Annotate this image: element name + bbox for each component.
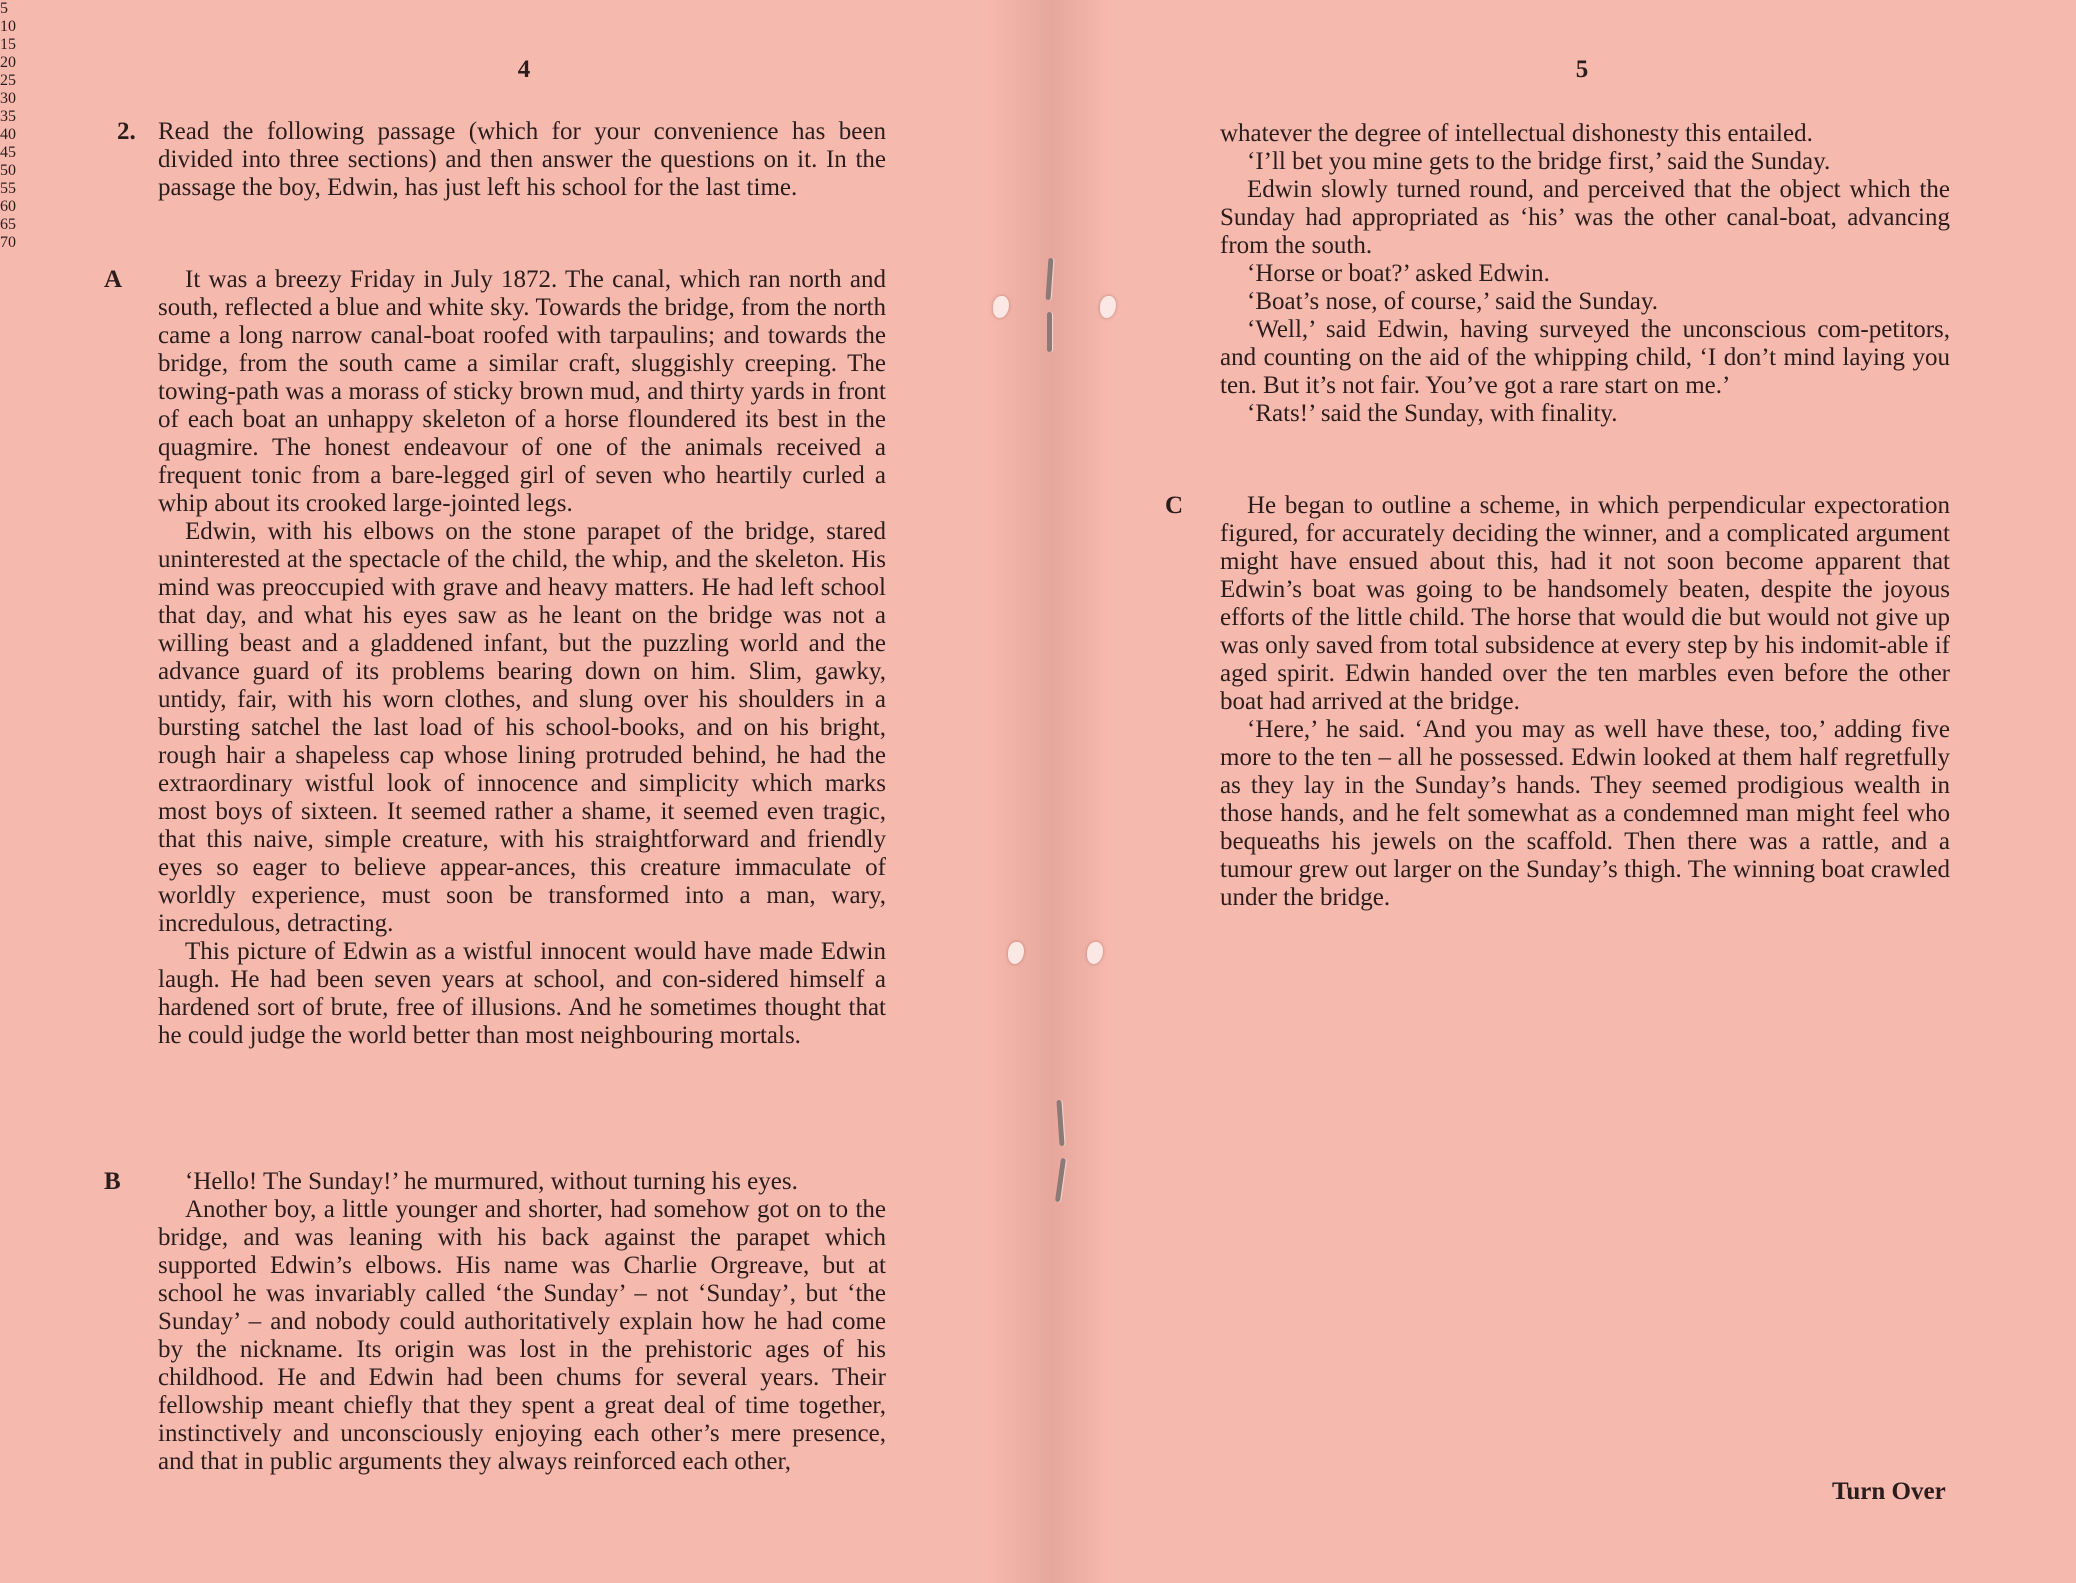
section-a-paragraph-2: Edwin, with his elbows on the stone parapet of the bridge, stared uninterested at the spectacle of the child, the whip, and the skeleton. His mind was preoccupied with grave and heavy matters. He had left school that day, and what his eyes saw as he leant on the bridge was not a willing beast and a gladdened infant, but the puzzling world and the advance guard of its problems bearing down on him. Slim, gawky, untidy, fair, with his worn clothes, and slung over his shoulders in a bursting satchel the last load of his school-books, and on his bright, rough hair a shapeless cap whose lining protruded behind, he had the extraordinary wistful look of innocence and simplicity which marks most boys of sixteen. It seemed rather a shame, it seemed even tragic, that this naive, simple creature, with his straightforward and friendly eyes so eager to believe appear-ances, this creature immaculate of worldly experience, must soon be transformed into a man, wary, incredulous, detracting. (158, 518, 886, 937)
line-number: 15 (0, 36, 16, 53)
line-number: 40 (0, 126, 16, 143)
line-number: 60 (0, 198, 16, 215)
section-letter-c: C (1165, 492, 1184, 519)
line-number: 65 (0, 216, 16, 233)
section-b-cont-line-7: ‘Rats!’ said the Sunday, with finality. (1247, 400, 1618, 427)
section-c-paragraph-1: He began to outline a scheme, in which perpendicular expectoration figured, for accurately deciding the winner, and a complicated argument might have ensued about this, had it not soon become apparent that Edwin’s boat was going to be handsomely beaten, despite the joyous efforts of the little child. The horse that would die but would not give up was only saved from total subsidence at every step by his indomit-able if aged spirit. Edwin handed over the ten marbles even before the other boat had arrived at the bridge. (1220, 492, 1950, 715)
line-number: 30 (0, 90, 16, 107)
staple-hole (1008, 942, 1024, 964)
line-number: 70 (0, 234, 16, 251)
section-letter-a: A (104, 266, 123, 293)
line-number: 5 (0, 0, 8, 17)
section-c-text (1220, 492, 1950, 912)
line-number: 25 (0, 72, 16, 89)
line-number: 20 (0, 54, 16, 71)
section-b-cont-line-3: Edwin slowly turned round, and perceived that the object which the Sunday had appropriated as ‘his’ was the other canal-boat, advancing from the south. (1220, 176, 1950, 259)
section-b-paragraph-1: ‘Hello! The Sunday!’ he murmured, without turning his eyes. (185, 1168, 798, 1195)
staple-bottom-lower (1055, 1158, 1066, 1202)
section-b-cont-line-6: ‘Well,’ said Edwin, having surveyed the unconscious com-petitors, and counting on the aid of the whipping child, ‘I don’t mind laying you ten. But it’s not fair. You’ve got a rare start on me.’ (1220, 316, 1950, 399)
line-number: 10 (0, 18, 16, 35)
section-a-text (158, 266, 886, 1050)
section-b-text (158, 1168, 886, 1476)
staple-top-lower (1047, 312, 1052, 352)
section-b-cont-line-2: ‘I’ll bet you mine gets to the bridge first,’ said the Sunday. (1247, 148, 1831, 175)
section-b-cont-line-5: ‘Boat’s nose, of course,’ said the Sunday. (1247, 288, 1659, 315)
staple-top-upper (1046, 258, 1054, 300)
line-number: 45 (0, 144, 16, 161)
section-a-paragraph-3: This picture of Edwin as a wistful innocent would have made Edwin laugh. He had been seven years at school, and con-sidered himself a hardened sort of brute, free of illusions. And he sometimes thought that he could judge the world better than most neighbouring mortals. (158, 938, 886, 1049)
line-number: 35 (0, 108, 16, 125)
section-b-continued (1220, 120, 1950, 428)
right-page-number: 5 (1575, 56, 1589, 83)
staple-hole (993, 296, 1009, 318)
line-number: 55 (0, 180, 16, 197)
section-letter-b: B (104, 1168, 121, 1195)
section-b-paragraph-2: Another boy, a little younger and shorter, had somehow got on to the bridge, and was leaning with his back against the parapet which supported Edwin’s elbows. His name was Charlie Orgreave, but at school he was invariably called ‘the Sunday’ – not ‘Sunday’, but ‘the Sunday’ – and nobody could authoritatively explain how he had come by the nickname. Its origin was lost in the prehistoric ages of his childhood. He and Edwin had been chums for several years. Their fellowship meant chiefly that they spent a great deal of time together, instinctively and unconsciously enjoying each other’s mere presence, and that in public arguments they always reinforced each other, (158, 1196, 886, 1475)
section-a-paragraph-1: It was a breezy Friday in July 1872. The canal, which ran north and south, reflected a blue and white sky. Towards the bridge, from the north came a long narrow canal-boat roofed with tarpaulins; and towards the bridge, from the south came a similar craft, sluggishly creeping. The towing-path was a morass of sticky brown mud, and thirty yards in front of each boat an unhappy skeleton of a horse floundered its best in the quagmire. The honest endeavour of one of the animals received a frequent tonic from a bare-legged girl of seven who heartily curled a whip about its crooked large-jointed legs. (158, 266, 886, 517)
staple-hole (1100, 296, 1116, 318)
question-intro (158, 118, 886, 202)
section-b-cont-line-1: whatever the degree of intellectual dishonesty this entailed. (1220, 120, 1813, 147)
question-number: 2. (117, 118, 136, 145)
turn-over-label: Turn Over (1832, 1478, 1946, 1505)
section-b-cont-line-4: ‘Horse or boat?’ asked Edwin. (1247, 260, 1550, 287)
line-number: 50 (0, 162, 16, 179)
staple-bottom-upper (1056, 1100, 1064, 1146)
intro-text: Read the following passage (which for your convenience has been divided into three sections) and then answer the questions on it. In the passage the boy, Edwin, has just left his school for the last time. (158, 118, 886, 201)
left-page-number: 4 (517, 56, 531, 83)
section-c-paragraph-2: ‘Here,’ he said. ‘And you may as well have these, too,’ adding five more to the ten – all he possessed. Edwin looked at them half regretfully as they lay in the Sunday’s hands. They seemed prodigious wealth in those hands, and he felt somewhat as a condemned man might feel who bequeaths his jewels on the scaffold. Then there was a rattle, and a tumour grew out larger on the Sunday’s thigh. The winning boat crawled under the bridge. (1220, 716, 1950, 911)
staple-hole (1087, 942, 1103, 964)
